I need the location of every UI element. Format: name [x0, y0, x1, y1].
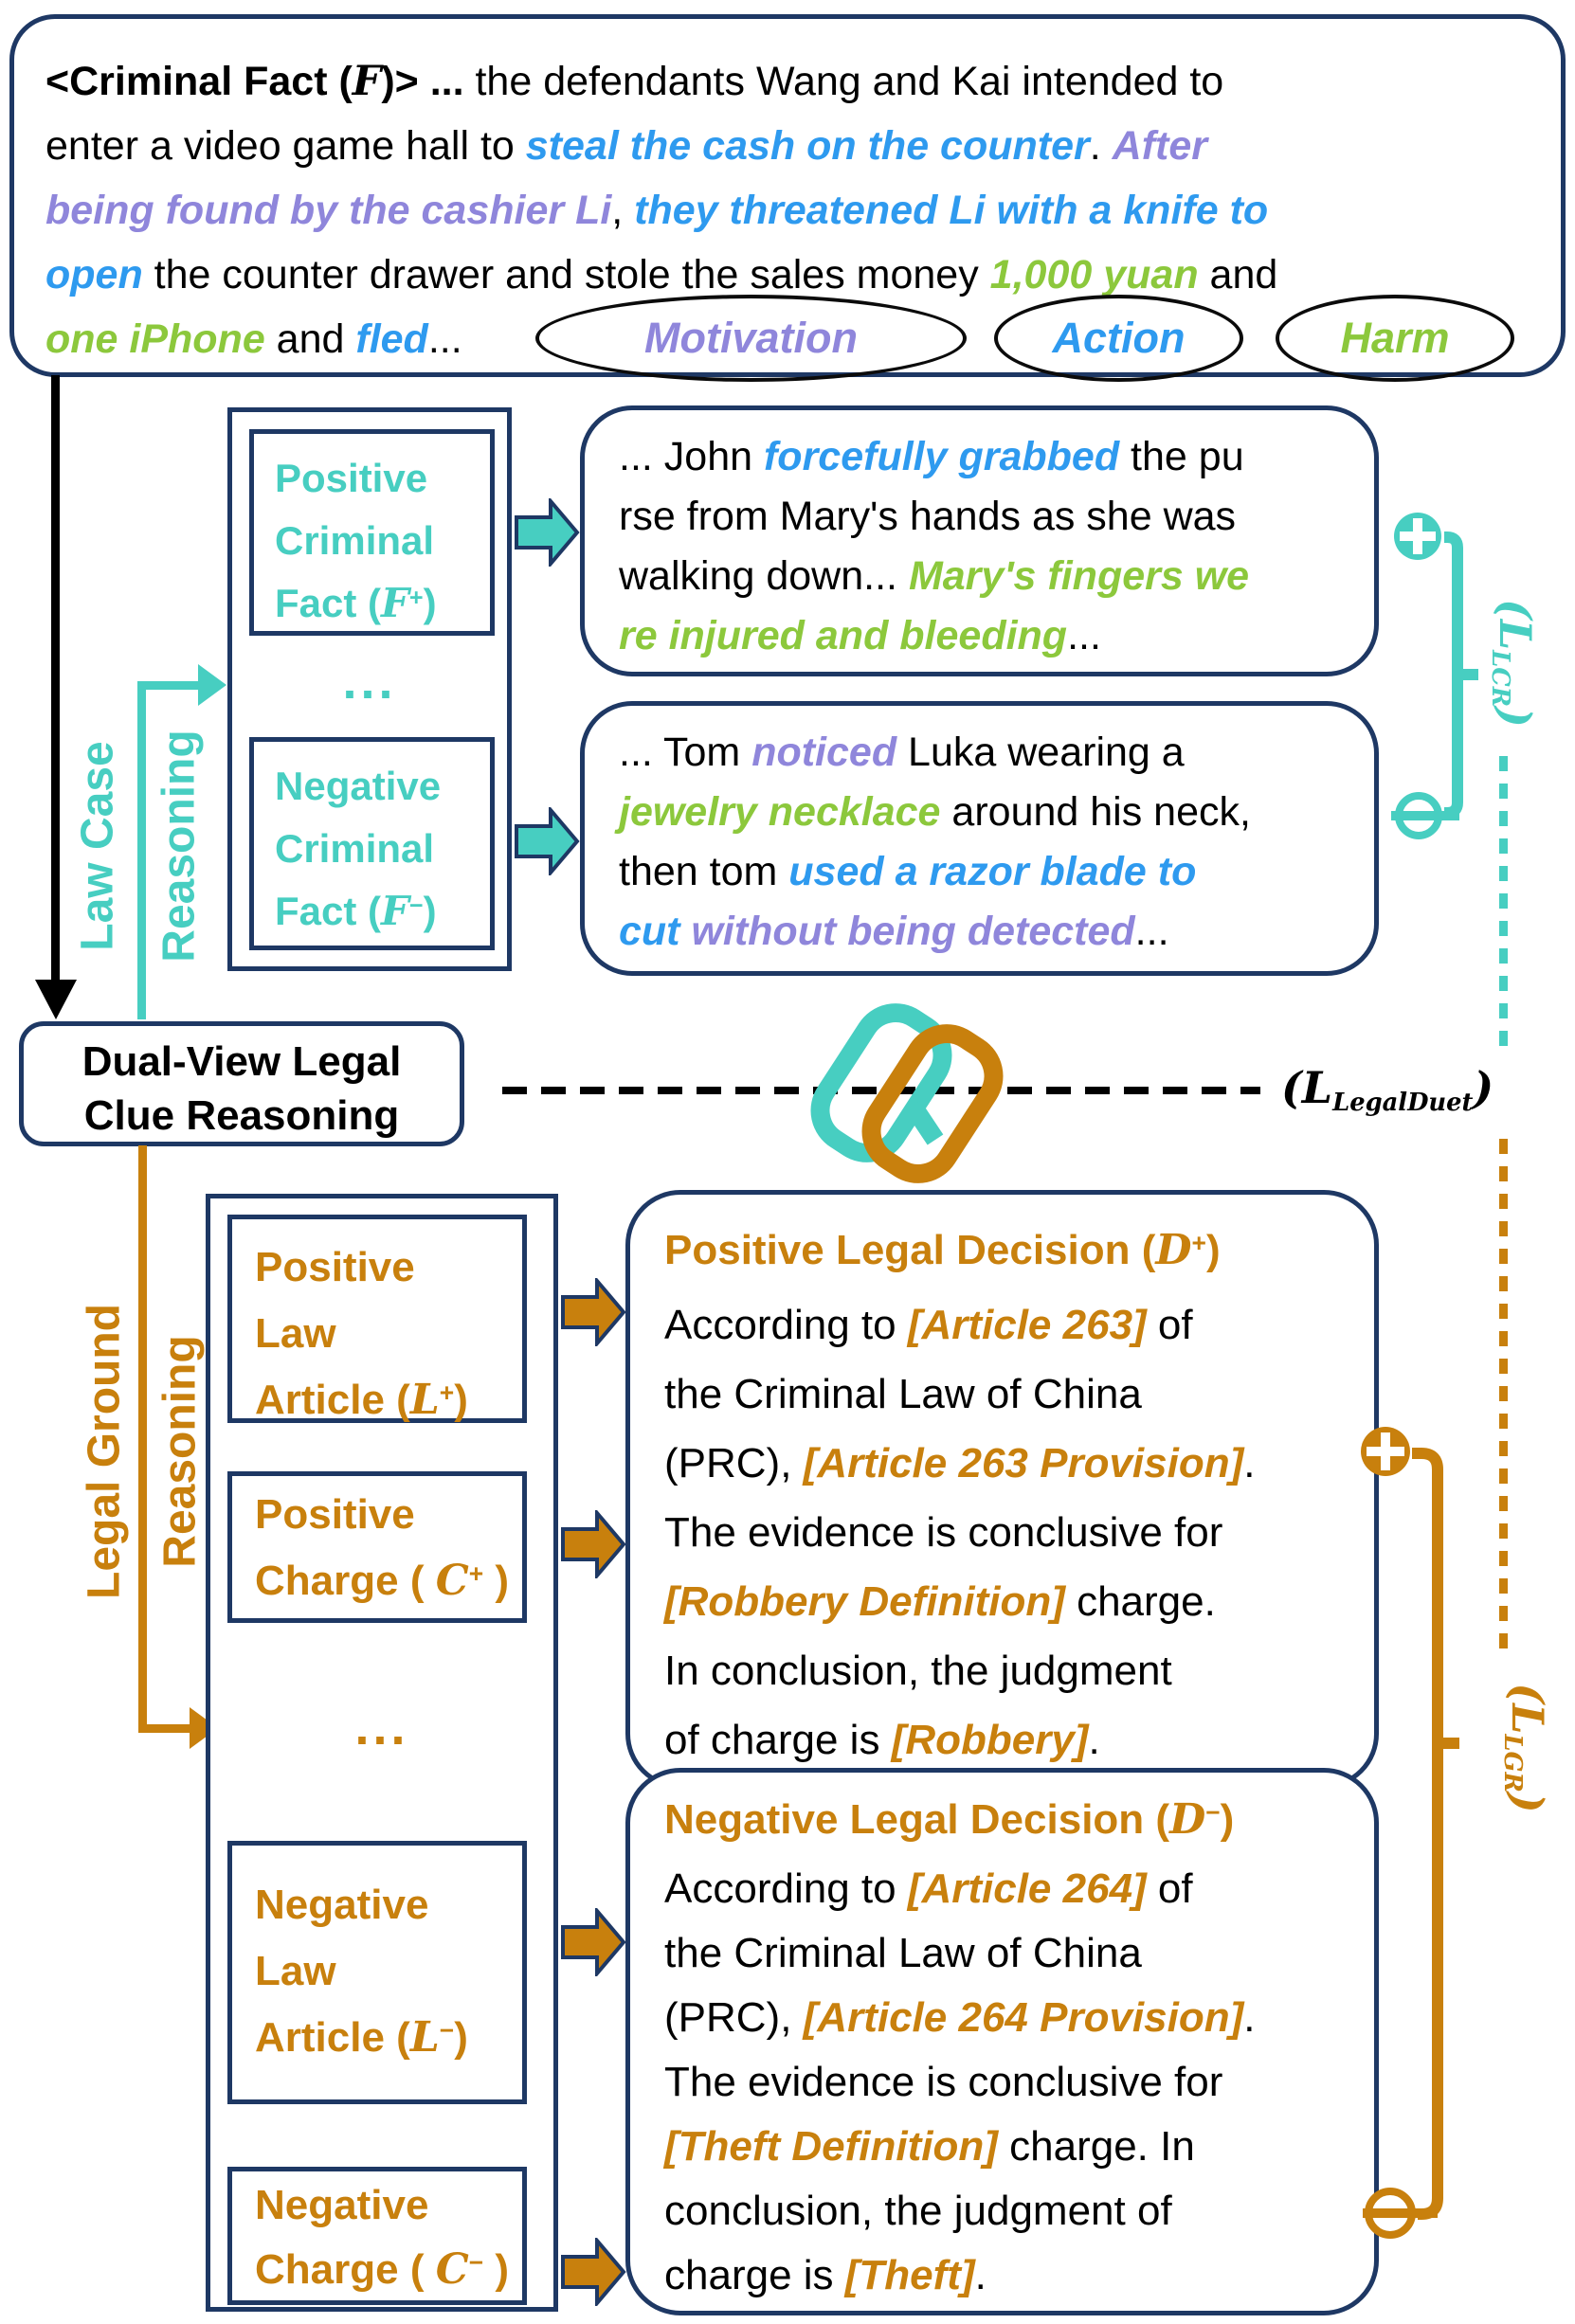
- motivation-badge: [535, 295, 967, 382]
- negative-criminal-fact-box: Negative Criminal Fact (F−): [249, 737, 495, 950]
- legalduet-loss-label: (LLegalDuet): [1281, 1062, 1494, 1117]
- lgr-contrast-bracket: [1353, 1416, 1575, 2274]
- lgr-loss-label: (LLGR): [1498, 1683, 1553, 1813]
- legal-ground-ellipsis: ...: [354, 1699, 409, 1756]
- action-badge-label: Action: [1052, 314, 1186, 362]
- harm-badge: [1276, 295, 1514, 382]
- dual-view-line-2: Clue Reasoning: [83, 1092, 400, 1139]
- fact-samples-ellipsis: ...: [342, 653, 397, 710]
- flow-arrow-icon: [561, 1278, 627, 1346]
- fact-to-dualview-arrow-line: [51, 375, 60, 983]
- legal-ground-reasoning-label-2: Reasoning: [154, 1335, 206, 1568]
- negative-decision-body: According to [Article 264] of the Criminal Law of China (PRC), [Article 264 Provision]. The evidence is conclusive for [Theft Definition] charge. In conclusion, the judgment of charge is [Theft].: [664, 1865, 1256, 2298]
- criminal-fact-line-2: enter a video game hall to steal the cash on the counter. After: [45, 123, 1207, 169]
- dual-view-line-1: Dual-View Legal: [81, 1038, 402, 1085]
- negative-decision-title: Negative Legal Decision (D−): [664, 1795, 1235, 1844]
- negative-legal-decision-bubble: [625, 1768, 1379, 2315]
- law-case-arrowhead-icon: [198, 664, 226, 706]
- positive-criminal-fact-box: Positive Criminal Fact (F+): [249, 429, 495, 636]
- flow-arrow-icon: [515, 498, 581, 567]
- law-case-reasoning-label-1: Law Case: [72, 741, 123, 951]
- law-case-elbow-hline: [137, 681, 204, 690]
- legal-ground-elbow-vline: [138, 1145, 147, 1733]
- negative-fact-example-bubble: ... Tom noticed Luka wearing a jewelry necklace around his neck, then tom used a razor blade to cut without being detected...: [580, 701, 1379, 976]
- positive-fact-example-bubble: ... John forcefully grabbed the pu rse from Mary's hands as she was walking down... Mary's fingers we re injured and bleeding...: [580, 405, 1379, 676]
- legal-ground-elbow-hline: [138, 1724, 195, 1733]
- chain-link-icon: [806, 976, 1033, 1208]
- harm-badge-label: Harm: [1340, 314, 1450, 362]
- positive-legal-decision-bubble: [625, 1190, 1379, 1789]
- flow-arrow-icon: [561, 2238, 627, 2306]
- law-case-reasoning-label-2: Reasoning: [154, 730, 205, 963]
- positive-charge-box: Positive Charge ( C+ ): [227, 1471, 527, 1623]
- flow-arrow-icon: [515, 807, 581, 875]
- criminal-fact-line-1: <Criminal Fact (F)> ... the defendants Wang and Kai intended to: [45, 58, 1224, 105]
- arrow-down-icon: [35, 980, 77, 1019]
- motivation-badge-label: Motivation: [644, 314, 858, 362]
- positive-decision-body: According to [Article 263] of the Criminal Law of China (PRC), [Article 263 Provision]. The evidence is conclusive for [Robbery Definition] charge. In conclusion, the judgment of charge is [Robbery].: [664, 1302, 1256, 1763]
- positive-decision-title: Positive Legal Decision (D+): [664, 1226, 1221, 1274]
- lcr-dashed-connector: [1499, 756, 1508, 1052]
- positive-law-article-box: Positive Law Article (L+): [227, 1215, 527, 1423]
- criminal-fact-line-4: open the counter drawer and stole the sales money 1,000 yuan and: [45, 252, 1278, 297]
- flow-arrow-icon: [561, 1908, 627, 1976]
- flow-arrow-icon: [561, 1510, 627, 1578]
- lgr-dashed-connector: [1499, 1139, 1508, 1658]
- negative-law-article-box: Negative Law Article (L−): [227, 1841, 527, 2104]
- legal-ground-reasoning-label-1: Legal Ground: [79, 1304, 130, 1599]
- criminal-fact-line-3: being found by the cashier Li, they threatened Li with a knife to: [45, 188, 1269, 233]
- dual-view-legal-clue-reasoning-box: [19, 1021, 464, 1146]
- lcr-loss-label: (LLCR): [1486, 599, 1541, 728]
- action-badge: [994, 295, 1243, 382]
- negative-charge-box: Negative Charge ( C− ): [227, 2167, 527, 2305]
- criminal-fact-line-5: one iPhone and fled...: [45, 316, 462, 362]
- law-case-elbow-vline: [137, 681, 146, 1019]
- lcr-contrast-bracket: [1365, 493, 1575, 891]
